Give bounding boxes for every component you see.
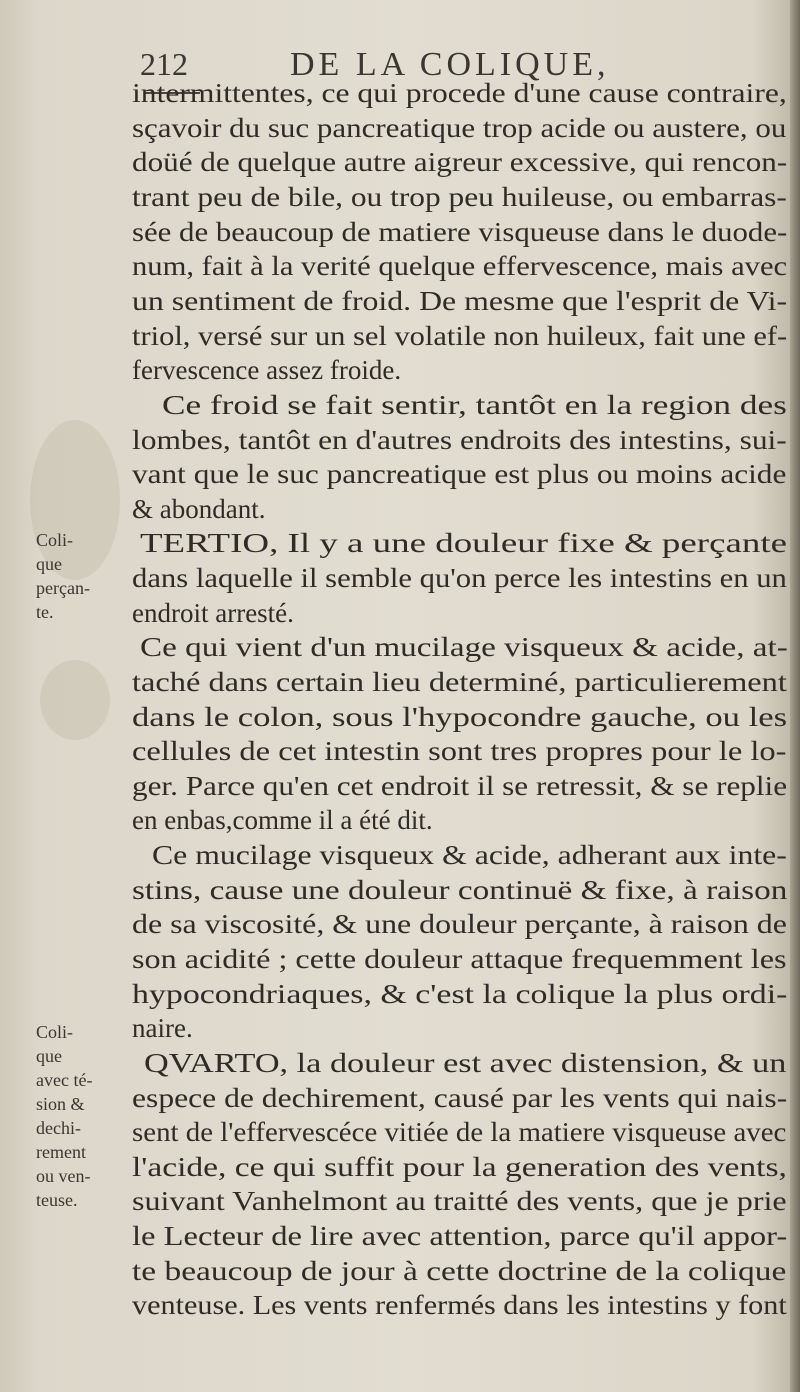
text-line: un sentiment de froid. De mesme que l'esprit de Vi- [132, 286, 788, 316]
text-line: Ce froid se fait sentir, tantôt en la region des [162, 390, 787, 420]
text-line: vant que le suc pancreatique est plus ou moins acide [132, 459, 787, 489]
text-line: de sa viscosité, & une douleur perçante, à raison de [132, 909, 787, 939]
text-line: endroit arresté. [132, 598, 294, 628]
text-line: sent de l'effervescéce vitiée de la matiere visqueuse avec [132, 1117, 787, 1147]
text-line: & abondant. [132, 494, 266, 524]
text-line: TERTIO, Il y a une douleur fixe & perçante [140, 528, 787, 558]
text-line: doüé de quelque autre aigreur excessive, qui rencon- [132, 147, 788, 177]
page-number: 212 [140, 46, 188, 82]
margin-note-line: rement [36, 1142, 86, 1162]
page-stain [40, 660, 110, 740]
text-line: hypocondriaques, & c'est la colique la plus ordi- [132, 979, 788, 1009]
text-line: naire. [132, 1013, 193, 1043]
text-line: taché dans certain lieu determiné, particulierement [132, 667, 787, 697]
margin-note-line: que [36, 554, 62, 574]
margin-note-line: avec té- [36, 1070, 93, 1090]
page-edge [790, 0, 800, 1392]
text-line: en enbas,comme il a été dit. [132, 805, 433, 835]
text-line: trant peu de bile, ou trop peu huileuse, ou embarras- [132, 182, 787, 212]
text-line: ger. Parce qu'en cet endroit il se retressit, & se replie [132, 771, 788, 801]
margin-note-line: te. [36, 602, 54, 622]
text-line: lombes, tantôt en d'autres endroits des intestins, sui- [132, 425, 787, 455]
margin-note-line: dechi- [36, 1118, 81, 1138]
text-line: QVARTO, la douleur est avec distension, & un [144, 1048, 787, 1078]
text-line: dans le colon, sous l'hypocondre gauche, ou les [132, 702, 788, 732]
margin-note-line: sion & [36, 1094, 85, 1114]
running-head: DE LA COLIQUE, [290, 46, 610, 83]
margin-note-colique-percante [36, 528, 126, 624]
text-line: cellules de cet intestin sont tres propres pour le lo- [132, 736, 787, 766]
text-line: Ce qui vient d'un mucilage visqueux & acide, at- [140, 632, 788, 662]
text-line: triol, versé sur un sel volatile non huileux, fait une ef- [132, 321, 788, 351]
margin-note-line: perçan- [36, 578, 90, 598]
text-line: sçavoir du suc pancreatique trop acide ou austere, ou [132, 113, 787, 143]
text-line: te beaucoup de jour à cette doctrine de la colique [132, 1256, 787, 1286]
text-line: fervescence assez froide. [132, 355, 402, 385]
margin-note-line: Coli- [36, 530, 74, 550]
margin-note-line: ou ven- [36, 1166, 91, 1186]
margin-note-line: que [36, 1046, 62, 1066]
text-line: sée de beaucoup de matiere visqueuse dans le duode- [132, 217, 788, 247]
text-line: Ce mucilage visqueux & acide, adherant aux inte- [152, 840, 787, 870]
text-line: intermittentes, ce qui procede d'une cause contraire, [132, 78, 787, 108]
margin-note-line: teuse. [36, 1190, 78, 1210]
text-line: espece de dechirement, causé par les vents qui nais- [132, 1083, 788, 1113]
text-line: l'acide, ce qui suffit pour la generation des vents, [132, 1152, 787, 1182]
text-line: son acidité ; cette douleur attaque frequemment les [132, 944, 787, 974]
text-line: dans laquelle il semble qu'on perce les intestins en un [132, 563, 787, 593]
text-line: stins, cause une douleur continuë & fixe, à raison [132, 875, 788, 905]
text-line: suivant Vanhelmont au traitté des vents, que je prie [132, 1186, 787, 1216]
text-line: num, fait à la verité quelque effervescence, mais avec [132, 251, 788, 281]
margin-note-line: Coli- [36, 1022, 74, 1042]
margin-note-colique-venteuse [36, 1020, 126, 1212]
text-line: venteuse. Les vents renfermés dans les intestins y font [132, 1290, 787, 1320]
text-line: le Lecteur de lire avec attention, parce qu'il appor- [132, 1221, 788, 1251]
